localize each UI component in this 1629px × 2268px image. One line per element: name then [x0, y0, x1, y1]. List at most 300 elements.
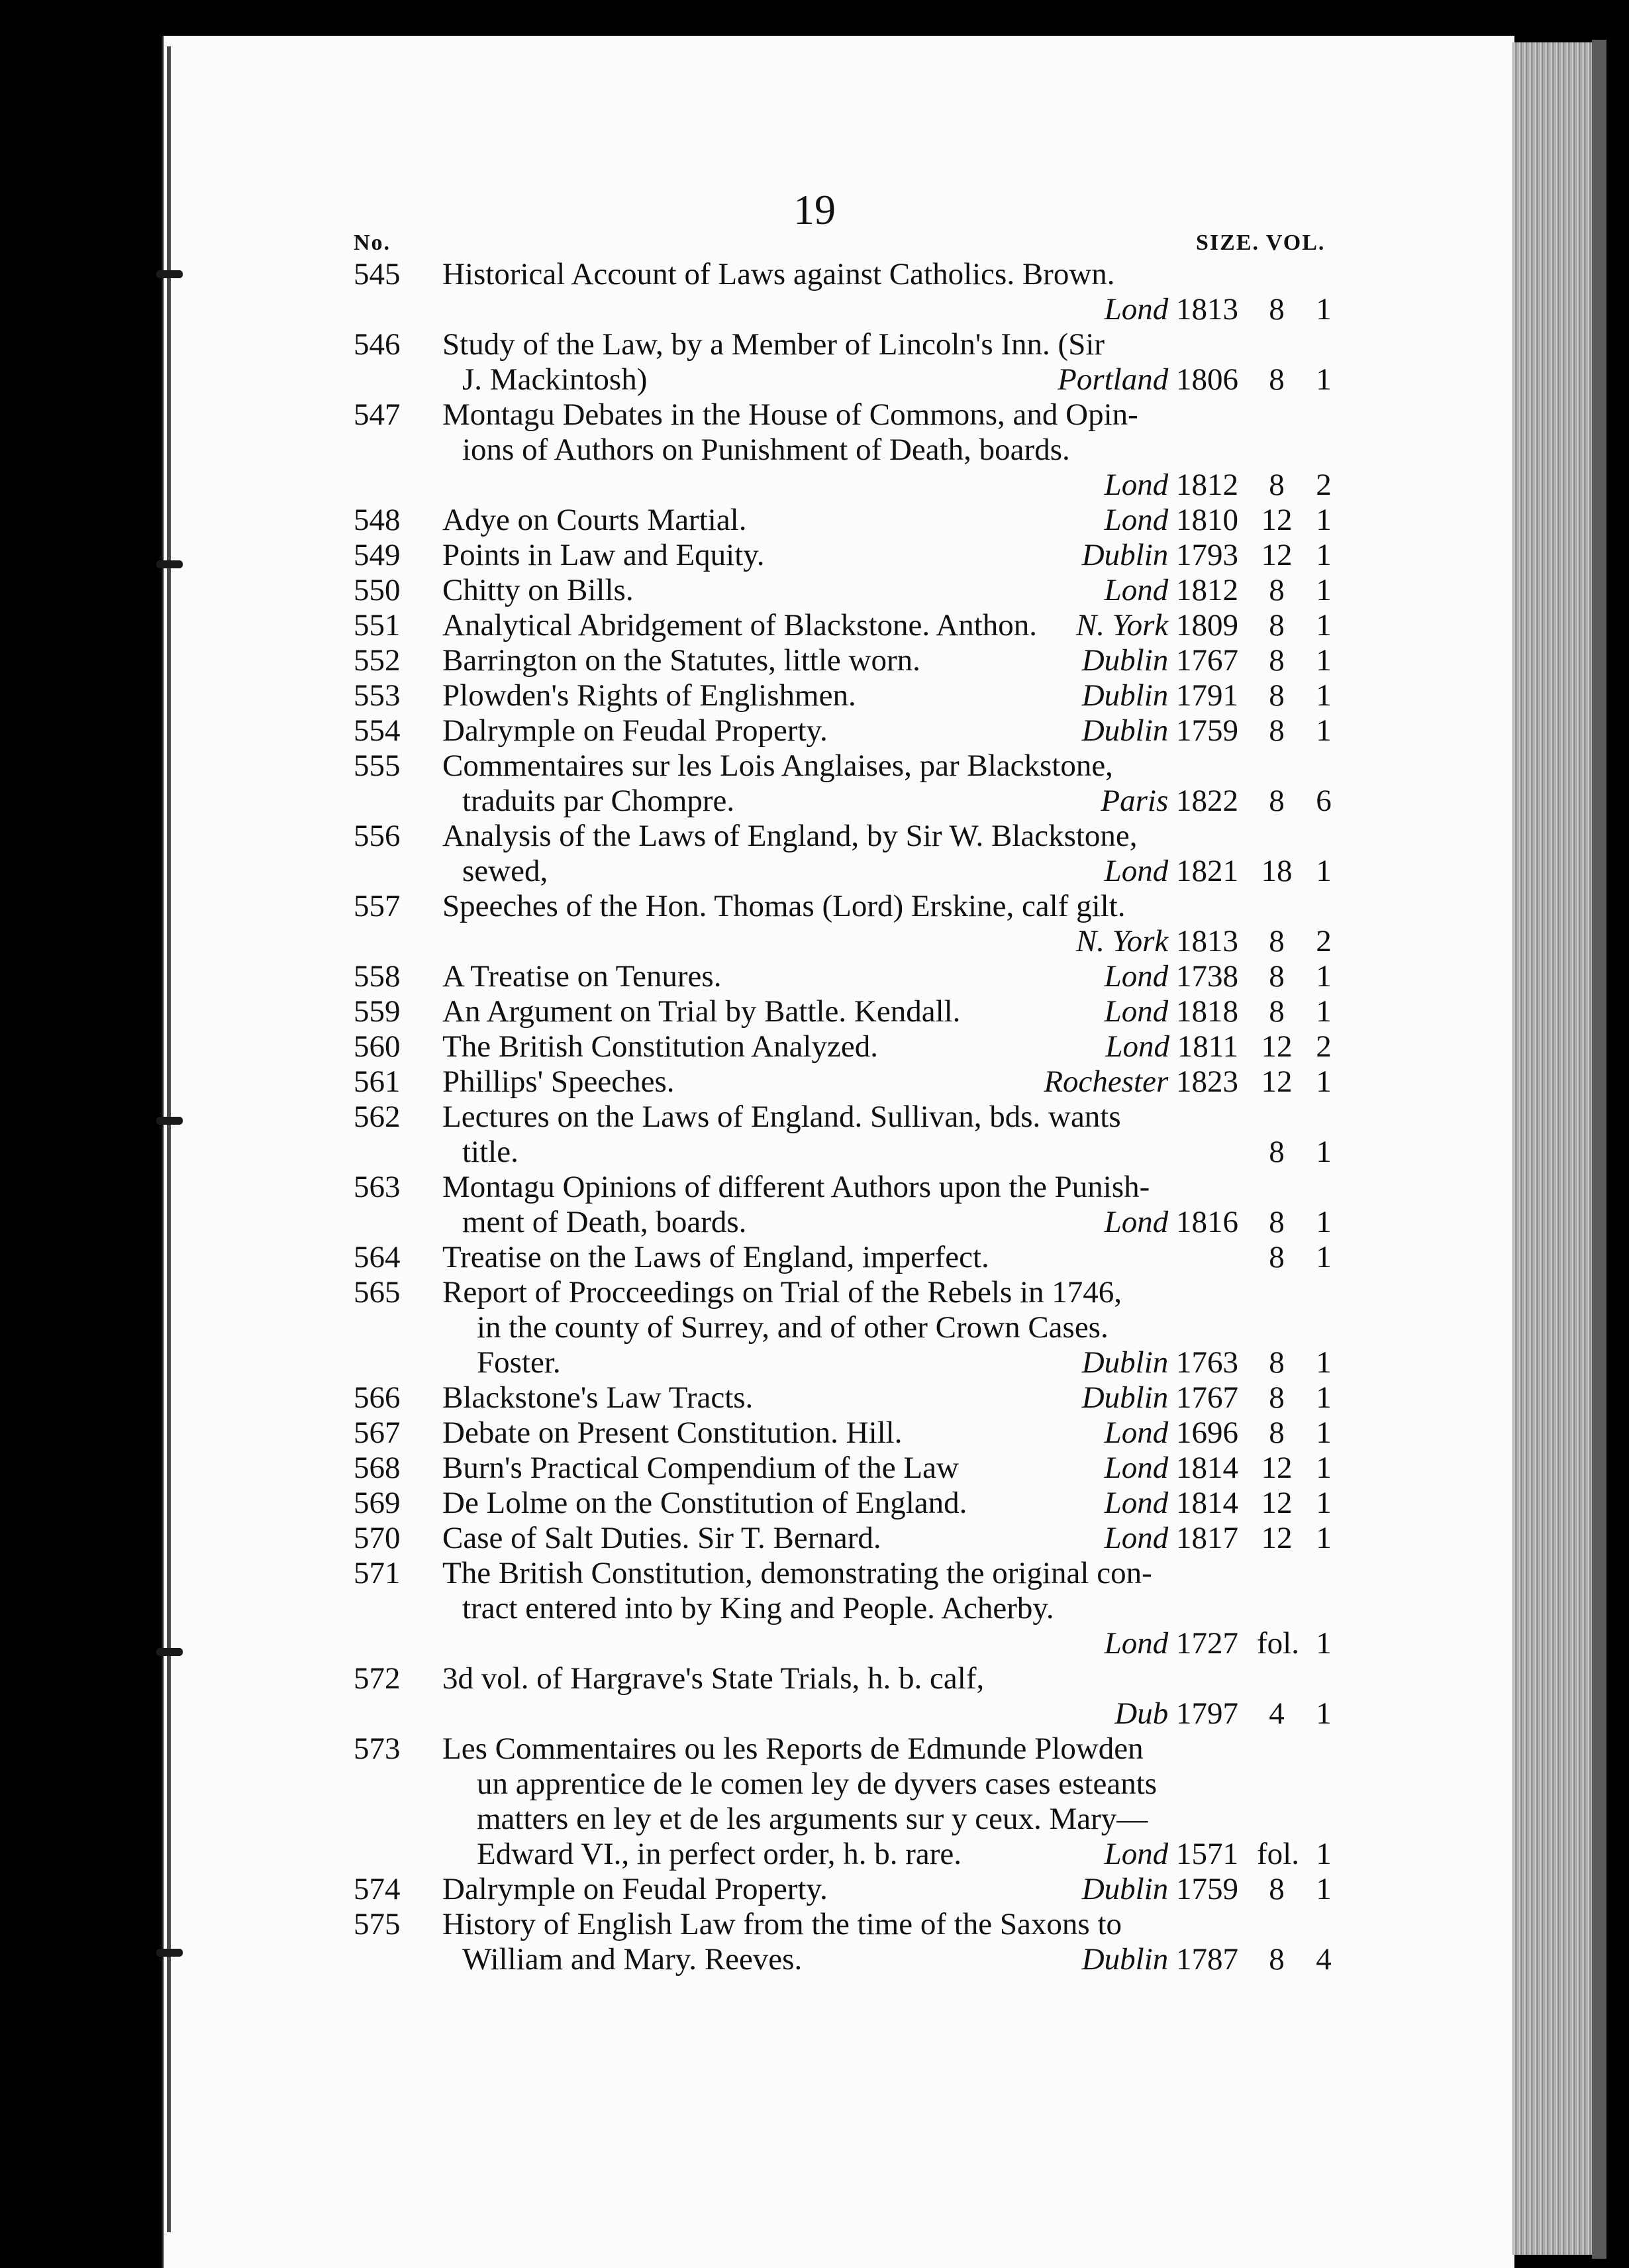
entry-volumes: 1	[1316, 292, 1332, 327]
imprint-place: Dublin	[1081, 678, 1169, 713]
entry-imprint	[1082, 713, 1238, 748]
imprint-place: Dublin	[1081, 1345, 1169, 1380]
catalogue-entry	[0, 503, 1629, 538]
page-number: 19	[793, 186, 836, 233]
entry-line	[0, 292, 1629, 327]
entry-size: 12	[1261, 538, 1293, 572]
entry-description: Montagu Opinions of different Authors upon the Punish-	[442, 1170, 1150, 1204]
imprint-year: 1809	[1176, 608, 1238, 643]
imprint-year: 1816	[1176, 1205, 1238, 1239]
entry-line	[0, 573, 1629, 608]
entry-volumes: 1	[1316, 1416, 1332, 1450]
imprint-year: 1811	[1177, 1029, 1238, 1064]
entry-size: 8	[1269, 994, 1285, 1029]
entry-size: 8	[1269, 1380, 1285, 1415]
entry-volumes: 1	[1316, 362, 1332, 397]
entry-volumes: 1	[1316, 538, 1332, 572]
entry-description: The British Constitution Analyzed.	[442, 1029, 878, 1064]
entry-number: 562	[354, 1100, 401, 1134]
catalogue-entry	[0, 1486, 1629, 1521]
imprint-place: Lond	[1104, 994, 1169, 1029]
imprint-place: Dublin	[1081, 1380, 1169, 1415]
entry-number: 573	[354, 1731, 401, 1766]
entry-size: 8	[1269, 1240, 1285, 1274]
entry-description: sewed,	[462, 854, 548, 888]
entry-description: Barrington on the Statutes, little worn.	[442, 643, 920, 678]
entry-imprint	[1044, 1064, 1238, 1100]
entry-imprint	[1082, 1942, 1238, 1977]
entry-description: Debate on Present Constitution. Hill.	[442, 1416, 903, 1450]
entry-line	[0, 1345, 1629, 1380]
entry-volumes: 1	[1316, 959, 1332, 994]
entry-size: 8	[1269, 1942, 1285, 1977]
imprint-place: Portland	[1058, 362, 1169, 397]
entry-description: Plowden's Rights of Englishmen.	[442, 678, 856, 713]
imprint-place: Paris	[1101, 784, 1169, 818]
catalogue-entry	[0, 1661, 1629, 1731]
imprint-year: 1787	[1176, 1942, 1238, 1977]
imprint-year: 1763	[1176, 1345, 1238, 1380]
entry-volumes: 2	[1316, 924, 1332, 958]
entry-number: 570	[354, 1521, 401, 1555]
entry-number: 546	[354, 327, 401, 362]
entry-size: 12	[1261, 1486, 1293, 1520]
entry-number: 560	[354, 1029, 401, 1064]
entry-description: un apprentice de le comen ley de dyvers cases esteants	[477, 1767, 1158, 1801]
entry-description: in the county of Surrey, and of other Crown Cases.	[477, 1310, 1109, 1345]
catalogue-entry	[0, 608, 1629, 643]
entry-volumes: 1	[1316, 1837, 1332, 1871]
entry-number: 556	[354, 819, 401, 853]
imprint-year: 1793	[1176, 538, 1238, 572]
entry-line	[0, 608, 1629, 643]
entry-line	[0, 1942, 1629, 1977]
imprint-year: 1738	[1176, 959, 1238, 994]
catalogue-entry	[0, 1731, 1629, 1872]
entry-line	[0, 1029, 1629, 1064]
entry-description: ions of Authors on Punishment of Death, boards.	[462, 433, 1070, 467]
entry-size: 8	[1269, 1345, 1285, 1380]
imprint-year: 1812	[1176, 573, 1238, 607]
imprint-year: 1821	[1176, 854, 1238, 888]
entry-imprint	[1105, 1837, 1238, 1872]
entry-imprint	[1082, 1872, 1238, 1907]
entry-imprint	[1105, 292, 1238, 327]
entry-volumes: 1	[1316, 854, 1332, 888]
entry-line	[0, 1380, 1629, 1416]
catalogue-entry	[0, 959, 1629, 994]
entry-volumes: 1	[1316, 1521, 1332, 1555]
entry-description: traduits par Chompre.	[462, 784, 735, 818]
catalogue-entry	[0, 1556, 1629, 1661]
entry-imprint	[1105, 1205, 1238, 1240]
imprint-year: 1696	[1176, 1416, 1238, 1450]
entry-number: 548	[354, 503, 401, 537]
entry-number: 554	[354, 713, 401, 748]
imprint-year: 1767	[1176, 1380, 1238, 1415]
entry-size: 8	[1269, 468, 1285, 502]
entry-line	[0, 433, 1629, 468]
entry-description: Montagu Debates in the House of Commons, and Opin-	[442, 397, 1138, 432]
imprint-place: Lond	[1104, 573, 1169, 607]
entry-volumes: 6	[1316, 784, 1332, 818]
entry-line	[0, 1275, 1629, 1310]
catalogue-entry	[0, 1240, 1629, 1275]
imprint-place: Lond	[1104, 1486, 1169, 1520]
imprint-place: Dublin	[1081, 713, 1169, 748]
entry-description: ment of Death, boards.	[462, 1205, 747, 1239]
entry-imprint	[1082, 1380, 1238, 1416]
entry-description: tract entered into by King and People. Acherby.	[462, 1591, 1054, 1625]
entry-size: 12	[1261, 1521, 1293, 1555]
catalogue-entry	[0, 1451, 1629, 1486]
entry-size: 8	[1269, 643, 1285, 678]
entry-number: 568	[354, 1451, 401, 1485]
entry-imprint	[1105, 1521, 1238, 1556]
entry-line	[0, 713, 1629, 748]
entry-description: Case of Salt Duties. Sir T. Bernard.	[442, 1521, 881, 1555]
entry-number: 552	[354, 643, 401, 678]
entry-size: 8	[1269, 362, 1285, 397]
entry-line	[0, 1100, 1629, 1135]
entry-imprint	[1114, 1696, 1238, 1731]
catalogue-entry	[0, 327, 1629, 397]
imprint-year: 1818	[1176, 994, 1238, 1029]
entry-size: 12	[1261, 503, 1293, 537]
entry-size: 8	[1269, 959, 1285, 994]
entry-number: 557	[354, 889, 401, 923]
catalogue-entry	[0, 678, 1629, 713]
catalogue-entry	[0, 257, 1629, 327]
imprint-place: N. York	[1075, 924, 1169, 958]
entry-size: 8	[1269, 1416, 1285, 1450]
catalogue-entry	[0, 1521, 1629, 1556]
catalogue-entry	[0, 573, 1629, 608]
entry-line	[0, 1872, 1629, 1907]
entry-number: 549	[354, 538, 401, 572]
entry-volumes: 1	[1316, 1872, 1332, 1906]
entry-number: 565	[354, 1275, 401, 1310]
entry-volumes: 1	[1316, 643, 1332, 678]
entry-line	[0, 1486, 1629, 1521]
entry-size: 8	[1269, 292, 1285, 327]
entry-line	[0, 1240, 1629, 1275]
entry-line	[0, 924, 1629, 959]
entry-description: Analysis of the Laws of England, by Sir W. Blackstone,	[442, 819, 1138, 853]
catalogue-entry	[0, 1380, 1629, 1416]
entry-size: 8	[1269, 713, 1285, 748]
entry-line	[0, 819, 1629, 854]
imprint-year: 1791	[1176, 678, 1238, 713]
entry-description: De Lolme on the Constitution of England.	[442, 1486, 967, 1520]
entry-volumes: 1	[1316, 713, 1332, 748]
entry-size: fol.	[1257, 1837, 1299, 1871]
entry-size: 18	[1261, 854, 1293, 888]
catalogue-entry	[0, 643, 1629, 678]
entry-number: 561	[354, 1064, 401, 1099]
catalogue-entry	[0, 748, 1629, 819]
entry-volumes: 2	[1316, 1029, 1332, 1064]
entry-description: Speeches of the Hon. Thomas (Lord) Erskine, calf gilt.	[442, 889, 1126, 923]
entry-description: A Treatise on Tenures.	[442, 959, 722, 994]
entry-line	[0, 1731, 1629, 1767]
entry-imprint	[1082, 1345, 1238, 1380]
imprint-place: Lond	[1104, 1626, 1169, 1661]
imprint-place: Lond	[1104, 503, 1169, 537]
entry-line	[0, 643, 1629, 678]
entry-line	[0, 889, 1629, 924]
entry-imprint	[1105, 854, 1238, 889]
entry-volumes: 4	[1316, 1942, 1332, 1977]
imprint-year: 1814	[1176, 1486, 1238, 1520]
entry-size: 12	[1261, 1451, 1293, 1485]
entry-volumes: 1	[1316, 1451, 1332, 1485]
imprint-year: 1823	[1176, 1064, 1238, 1099]
imprint-year: 1727	[1176, 1626, 1238, 1661]
entry-line	[0, 257, 1629, 292]
imprint-place: N. York	[1075, 608, 1169, 643]
entry-line	[0, 678, 1629, 713]
entry-size: 8	[1269, 1135, 1285, 1169]
imprint-year: 1759	[1176, 713, 1238, 748]
entry-description: History of English Law from the time of the Saxons to	[442, 1907, 1122, 1941]
entry-line	[0, 1310, 1629, 1345]
entry-volumes: 2	[1316, 468, 1332, 502]
entry-description: title.	[462, 1135, 518, 1169]
entry-imprint	[1076, 608, 1238, 643]
entry-imprint	[1101, 784, 1238, 819]
entry-line	[0, 327, 1629, 362]
entry-number: 571	[354, 1556, 401, 1590]
entry-volumes: 1	[1316, 1240, 1332, 1274]
catalogue-entry	[0, 1416, 1629, 1451]
entry-description: Les Commentaires ou les Reports de Edmunde Plowden	[442, 1731, 1144, 1766]
entry-imprint	[1105, 468, 1238, 503]
entry-imprint	[1105, 503, 1238, 538]
entry-line	[0, 468, 1629, 503]
imprint-place: Dublin	[1081, 1942, 1169, 1977]
entry-line	[0, 994, 1629, 1029]
entry-line	[0, 959, 1629, 994]
entry-number: 564	[354, 1240, 401, 1274]
catalogue-entry	[0, 889, 1629, 959]
entry-description: J. Mackintosh)	[462, 362, 648, 397]
entry-number: 547	[354, 397, 401, 432]
entry-description: Edward VI., in perfect order, h. b. rare.	[477, 1837, 962, 1871]
entry-line	[0, 1064, 1629, 1100]
entry-volumes: 1	[1316, 1135, 1332, 1169]
entry-volumes: 1	[1316, 608, 1332, 643]
imprint-year: 1813	[1176, 924, 1238, 958]
entry-description: Foster.	[477, 1345, 561, 1380]
imprint-year: 1810	[1176, 503, 1238, 537]
catalogue-entry	[0, 397, 1629, 503]
entry-description: Analytical Abridgement of Blackstone. Anthon.	[442, 608, 1038, 643]
entry-line	[0, 854, 1629, 889]
entry-imprint	[1076, 924, 1238, 959]
imprint-year: 1797	[1176, 1696, 1238, 1731]
catalogue-entry	[0, 819, 1629, 889]
catalogue-entry-list	[0, 257, 1629, 1977]
entry-line	[0, 1802, 1629, 1837]
catalogue-entry	[0, 538, 1629, 573]
imprint-place: Lond	[1104, 959, 1169, 994]
entry-imprint	[1105, 1486, 1238, 1521]
entry-line	[0, 1767, 1629, 1802]
entry-volumes: 1	[1316, 1696, 1332, 1731]
entry-description: Commentaires sur les Lois Anglaises, par Blackstone,	[442, 748, 1113, 783]
catalogue-entry	[0, 1100, 1629, 1170]
entry-volumes: 1	[1316, 503, 1332, 537]
entry-number: 558	[354, 959, 401, 994]
catalogue-entry	[0, 1029, 1629, 1064]
entry-volumes: 1	[1316, 573, 1332, 607]
entry-size: 8	[1269, 784, 1285, 818]
imprint-place: Lond	[1104, 854, 1169, 888]
column-header-size-vol: SIZE. VOL.	[1196, 231, 1326, 255]
entry-description: matters en ley et de les arguments sur y ceux. Mary—	[477, 1802, 1148, 1836]
imprint-place: Lond	[1104, 1416, 1169, 1450]
entry-imprint	[1105, 573, 1238, 608]
imprint-place: Lond	[1104, 1521, 1169, 1555]
catalogue-entry	[0, 713, 1629, 748]
entry-line	[0, 1451, 1629, 1486]
entry-description: Phillips' Speeches.	[442, 1064, 675, 1099]
imprint-place: Dublin	[1081, 538, 1169, 572]
entry-line	[0, 1416, 1629, 1451]
entry-number: 572	[354, 1661, 401, 1696]
entry-number: 551	[354, 608, 401, 643]
entry-imprint	[1105, 959, 1238, 994]
entry-line	[0, 1205, 1629, 1240]
entry-description: Treatise on the Laws of England, imperfect.	[442, 1240, 989, 1274]
entry-description: Dalrymple on Feudal Property.	[442, 1872, 828, 1906]
imprint-year: 1817	[1176, 1521, 1238, 1555]
entry-imprint	[1082, 538, 1238, 573]
entry-line	[0, 1556, 1629, 1591]
imprint-place: Lond	[1104, 1451, 1169, 1485]
imprint-place: Dublin	[1081, 1872, 1169, 1906]
entry-description: Study of the Law, by a Member of Lincoln's Inn. (Sir	[442, 327, 1105, 362]
entry-description: Historical Account of Laws against Catholics. Brown.	[442, 257, 1115, 291]
entry-size: 12	[1261, 1029, 1293, 1064]
imprint-place: Lond	[1104, 468, 1169, 502]
entry-number: 569	[354, 1486, 401, 1520]
entry-number: 555	[354, 748, 401, 783]
imprint-year: 1571	[1176, 1837, 1238, 1871]
entry-line	[0, 538, 1629, 573]
entry-imprint	[1105, 994, 1238, 1029]
entry-line	[0, 1696, 1629, 1731]
imprint-year: 1814	[1176, 1451, 1238, 1485]
entry-size: 4	[1269, 1696, 1285, 1731]
imprint-year: 1813	[1176, 292, 1238, 327]
entry-imprint	[1105, 1626, 1238, 1661]
catalogue-entry	[0, 1170, 1629, 1240]
entry-imprint	[1058, 362, 1238, 397]
entry-description: Adye on Courts Martial.	[442, 503, 747, 537]
entry-imprint	[1105, 1416, 1238, 1451]
entry-volumes: 1	[1316, 994, 1332, 1029]
entry-volumes: 1	[1316, 1626, 1332, 1661]
entry-description: The British Constitution, demonstrating the original con-	[442, 1556, 1152, 1590]
entry-volumes: 1	[1316, 1345, 1332, 1380]
catalogue-entry	[0, 994, 1629, 1029]
entry-line	[0, 784, 1629, 819]
entry-volumes: 1	[1316, 678, 1332, 713]
entry-line	[0, 1135, 1629, 1170]
entry-volumes: 1	[1316, 1380, 1332, 1415]
imprint-year: 1759	[1176, 1872, 1238, 1906]
entry-number: 559	[354, 994, 401, 1029]
entry-description: Burn's Practical Compendium of the Law	[442, 1451, 959, 1485]
entry-size: 8	[1269, 678, 1285, 713]
entry-number: 574	[354, 1872, 401, 1906]
entry-description: Report of Procceedings on Trial of the Rebels in 1746,	[442, 1275, 1122, 1310]
entry-size: 8	[1269, 1872, 1285, 1906]
entry-line	[0, 503, 1629, 538]
entry-imprint	[1082, 678, 1238, 713]
entry-number: 563	[354, 1170, 401, 1204]
imprint-place: Dub	[1114, 1696, 1169, 1731]
imprint-place: Lond	[1105, 1029, 1169, 1064]
catalogue-entry	[0, 1064, 1629, 1100]
entry-size: fol.	[1257, 1626, 1299, 1661]
entry-number: 566	[354, 1380, 401, 1415]
entry-line	[0, 1170, 1629, 1205]
entry-volumes: 1	[1316, 1205, 1332, 1239]
entry-description: Blackstone's Law Tracts.	[442, 1380, 754, 1415]
entry-number: 575	[354, 1907, 401, 1941]
entry-number: 545	[354, 257, 401, 291]
column-header-no: No.	[354, 231, 391, 255]
catalogue-entry	[0, 1872, 1629, 1907]
entry-line	[0, 362, 1629, 397]
entry-line	[0, 1626, 1629, 1661]
imprint-place: Lond	[1104, 292, 1169, 327]
entry-description: William and Mary. Reeves.	[462, 1942, 803, 1977]
imprint-place: Lond	[1104, 1205, 1169, 1239]
imprint-place: Lond	[1104, 1837, 1169, 1871]
entry-volumes: 1	[1316, 1486, 1332, 1520]
catalogue-entry	[0, 1907, 1629, 1977]
entry-imprint	[1105, 1451, 1238, 1486]
entry-size: 8	[1269, 1205, 1285, 1239]
imprint-place: Dublin	[1081, 643, 1169, 678]
imprint-year: 1812	[1176, 468, 1238, 502]
entry-line	[0, 1907, 1629, 1942]
imprint-year: 1822	[1176, 784, 1238, 818]
entry-imprint	[1105, 1029, 1238, 1064]
entry-description: Points in Law and Equity.	[442, 538, 765, 572]
entry-line	[0, 1521, 1629, 1556]
entry-description: An Argument on Trial by Battle. Kendall.	[442, 994, 961, 1029]
imprint-year: 1806	[1176, 362, 1238, 397]
entry-description: 3d vol. of Hargrave's State Trials, h. b. calf,	[442, 1661, 985, 1696]
entry-line	[0, 1661, 1629, 1696]
entry-line	[0, 397, 1629, 433]
entry-number: 550	[354, 573, 401, 607]
entry-description: Chitty on Bills.	[442, 573, 634, 607]
entry-number: 553	[354, 678, 401, 713]
entry-description: Lectures on the Laws of England. Sullivan, bds. wants	[442, 1100, 1121, 1134]
entry-line	[0, 1837, 1629, 1872]
entry-size: 8	[1269, 608, 1285, 643]
entry-volumes: 1	[1316, 1064, 1332, 1099]
entry-description: Dalrymple on Feudal Property.	[442, 713, 828, 748]
entry-size: 8	[1269, 573, 1285, 607]
imprint-year: 1767	[1176, 643, 1238, 678]
